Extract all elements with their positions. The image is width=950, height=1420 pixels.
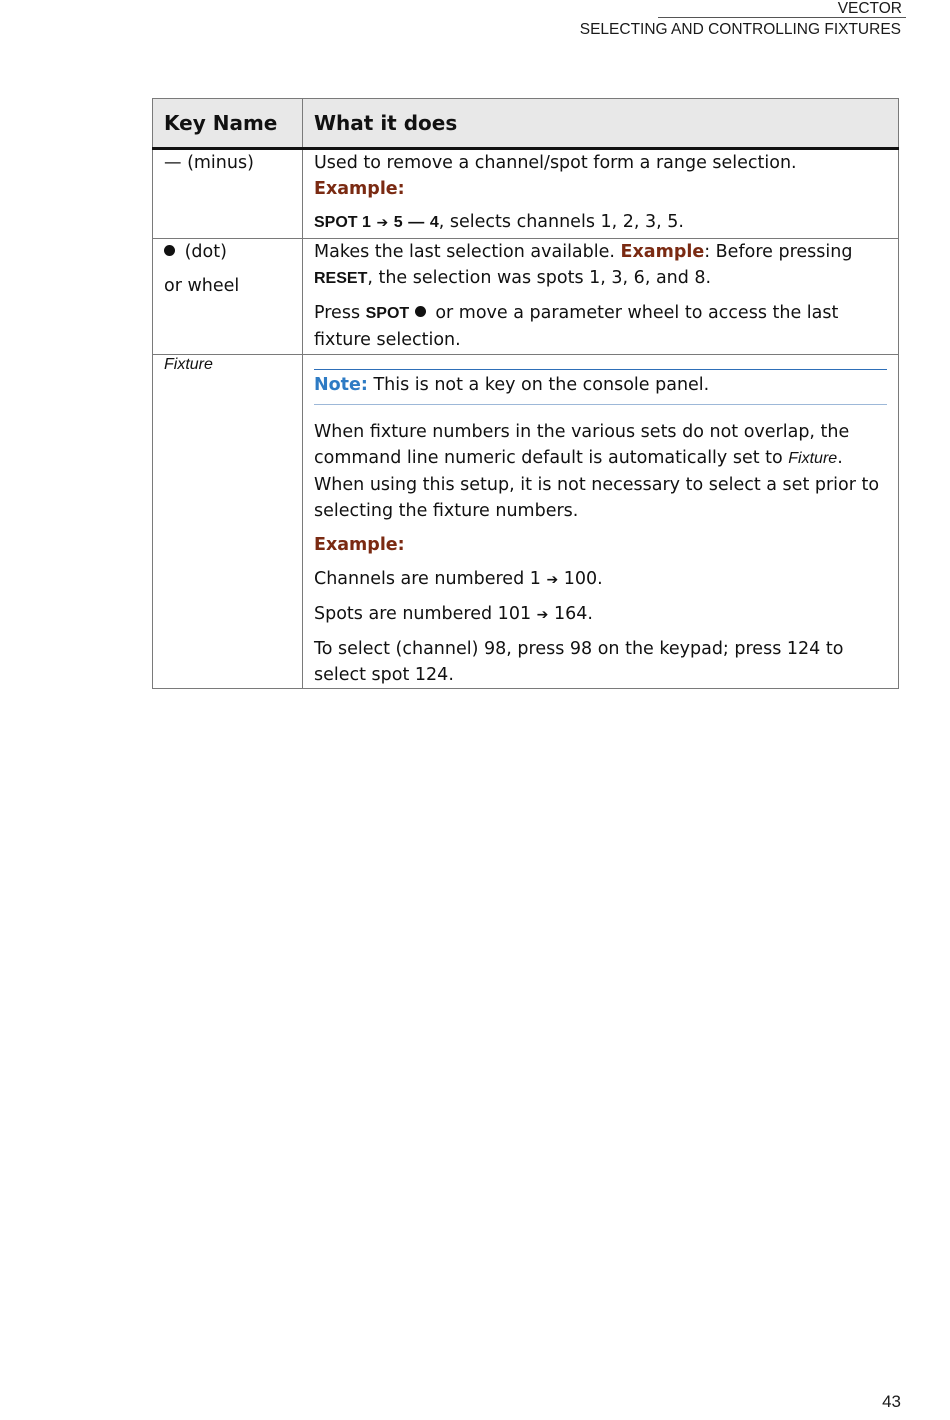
fixture-desc-text-a: When fixture numbers in the various sets do not overlap, the command line numeric default is automatically set to (314, 422, 850, 468)
table-row-minus (153, 149, 899, 239)
key-name-dot (164, 239, 291, 265)
key-spot: SPOT (365, 305, 410, 322)
select-instruction: To select (channel) 98, press 98 on the keypad; press 124 to select spot 124. (314, 639, 844, 685)
header-rule (658, 17, 906, 18)
key-reset: RESET (314, 270, 368, 287)
key-name-wheel: or wheel (164, 276, 240, 296)
header-section-title: SELECTING AND CONTROLLING FIXTURES (579, 21, 901, 38)
key-name-cell (153, 149, 303, 239)
channels-range (314, 566, 887, 593)
key-minus: — (408, 214, 425, 231)
minus-example-result: , selects channels 1, 2, 3, 5. (438, 212, 684, 232)
spots-range (314, 601, 887, 628)
fixture-term: Fixture (788, 450, 838, 467)
fixture-description (314, 419, 887, 524)
arrow-icon: ➔ (536, 607, 549, 623)
example-label: Example (620, 242, 705, 262)
minus-description: Used to remove a channel/spot form a range selection. (314, 153, 797, 173)
key-name-minus: — (minus) (164, 153, 254, 173)
key-spot-1: SPOT 1 (314, 214, 371, 231)
key-name-fixture: Fixture (164, 356, 213, 373)
description-cell (303, 149, 899, 239)
press-text: Press (314, 303, 366, 323)
fixture-desc-text-b: . When using this setup, it is not necessary to select a set prior to selecting the fixture numbers. (314, 448, 880, 521)
dot-press-instruction (314, 300, 887, 353)
column-header-key-name: Key Name (153, 99, 303, 149)
channels-text: Channels are numbered 1 (314, 569, 547, 589)
key-name-cell (153, 239, 303, 355)
header-product: VECTOR (837, 0, 902, 17)
example-label: Example: (314, 179, 405, 199)
key-name-dot-label: (dot) (184, 242, 227, 262)
key-4: 4 (429, 214, 439, 231)
spots-end: 164. (548, 604, 593, 624)
table-row-fixture (153, 355, 899, 689)
spots-text: Spots are numbered 101 (314, 604, 537, 624)
note-label: Note: (314, 375, 368, 395)
dot-icon (164, 245, 175, 256)
page-number: 43 (882, 1392, 901, 1411)
table-row-dot (153, 239, 899, 355)
dot-desc-text-a: Makes the last selection available. (314, 242, 621, 262)
channels-end: 100. (558, 569, 603, 589)
arrow-icon: ➔ (546, 572, 559, 588)
arrow-icon: ➔ (376, 215, 389, 231)
key-reference-table (152, 98, 899, 689)
key-name-cell (153, 355, 303, 689)
description-cell (303, 355, 899, 689)
key-5: 5 (393, 214, 403, 231)
minus-example-sequence (314, 209, 887, 236)
note-box (314, 369, 887, 405)
note (314, 372, 887, 398)
dot-icon (415, 306, 426, 317)
example-label: Example: (314, 535, 405, 555)
column-header-what-it-does: What it does (303, 99, 899, 149)
dot-desc-text-c: , the selection was spots 1, 3, 6, and 8. (367, 268, 712, 288)
dot-desc-text-b: : Before pressing (704, 242, 853, 262)
press-text-rest: or move a parameter wheel to access the last fixture selection. (314, 303, 839, 350)
description-cell (303, 239, 899, 355)
note-text: This is not a key on the console panel. (367, 375, 710, 395)
table-header-row (153, 99, 899, 149)
dot-description (314, 239, 887, 292)
